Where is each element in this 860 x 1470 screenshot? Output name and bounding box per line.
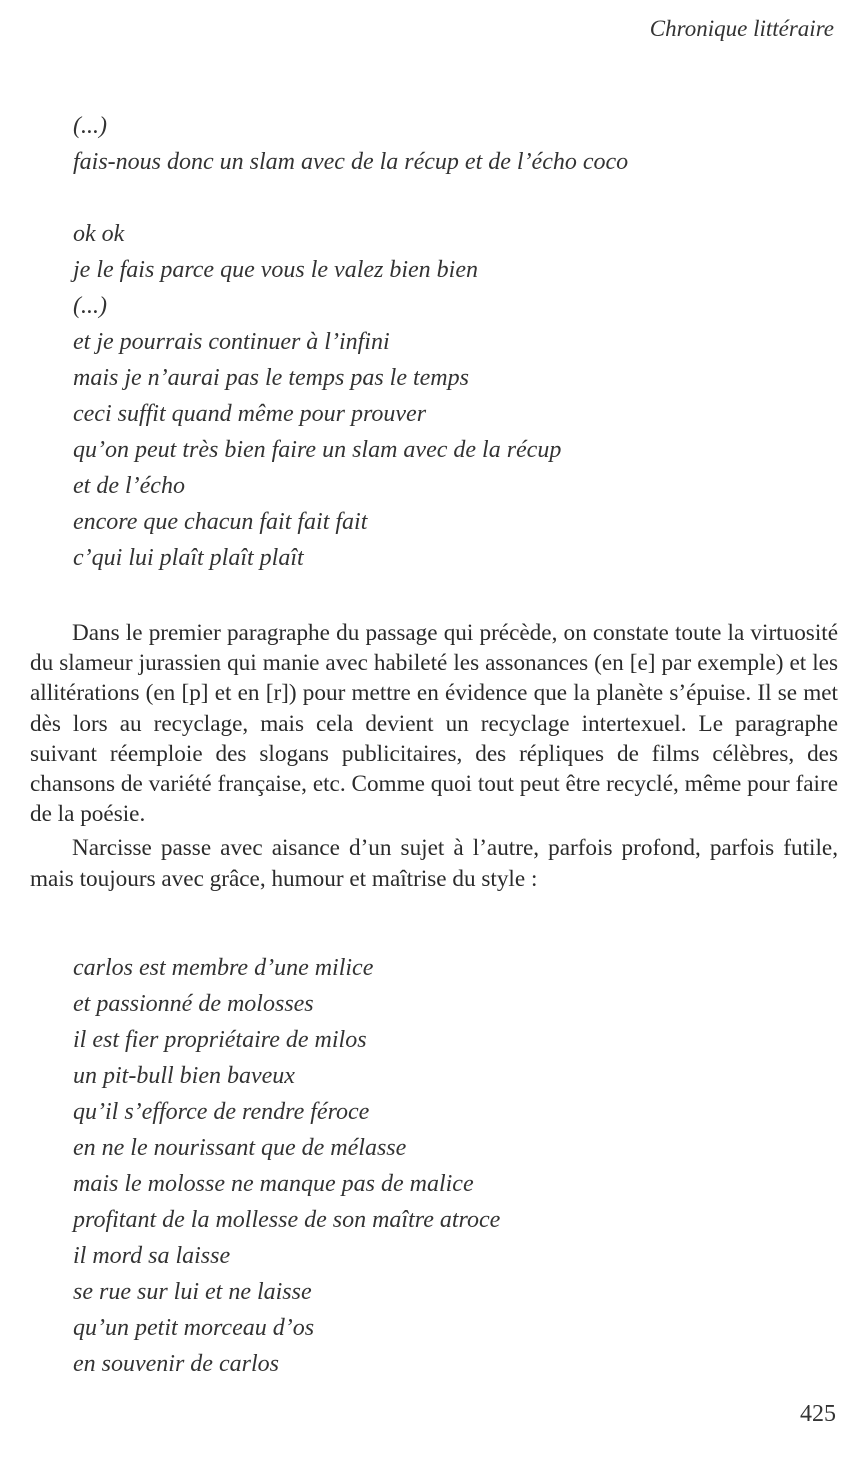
body-paragraph-1: Dans le premier paragraphe du passage qui précède, on constate toute la virtuosité du slameur jurassien qui manie avec habileté les assonances (en [e] par exemple) et les allitérations (en [p] et en [r]) pour mettre en évidence que la planète s’épuise. Il se met dès lors au recyclage, mais cela devient un recyclage intertexuel. Le paragraphe suivant réemploie des slogans publicitaires, des répliques de films célèbres, des chansons de variété française, etc. Comme quoi tout peut être recyclé, même pour faire de la poésie. xyxy=(30,620,838,828)
poem-line: c’qui lui plaît plaît plaît xyxy=(73,545,304,571)
body-paragraph-2: Narcisse passe avec aisance d’un sujet à l’autre, parfois profond, parfois futile, mais toujours avec grâce, humour et maîtrise du style : xyxy=(30,835,838,892)
poem-line: encore que chacun fait fait fait xyxy=(73,509,368,535)
poem-line: qu’un petit morceau d’os xyxy=(73,1315,315,1341)
poem-line: qu’on peut très bien faire un slam avec de la récup xyxy=(73,437,562,463)
poem-line: en souvenir de carlos xyxy=(73,1351,279,1377)
poem-line: se rue sur lui et ne laisse xyxy=(73,1279,312,1305)
poem-line: il mord sa laisse xyxy=(73,1243,231,1269)
poem-line: profitant de la mollesse de son maître atroce xyxy=(73,1207,501,1233)
poem-line: il est fier propriétaire de milos xyxy=(73,1027,367,1053)
poem-line: ok ok xyxy=(73,221,125,247)
poem-line: ceci suffit quand même pour prouver xyxy=(73,401,427,427)
poem-line: (...) xyxy=(73,113,107,139)
poem-excerpt-1 xyxy=(73,108,628,576)
running-header: Chronique littéraire xyxy=(649,16,834,41)
poem-line: je le fais parce que vous le valez bien bien xyxy=(73,257,478,283)
page-number: 425 xyxy=(800,1401,836,1427)
poem-excerpt-2 xyxy=(73,950,500,1382)
poem-line: mais je n’aurai pas le temps pas le temps xyxy=(73,365,469,391)
poem-line: carlos est membre d’une milice xyxy=(73,955,374,981)
poem-line: fais-nous donc un slam avec de la récup et de l’écho coco xyxy=(73,149,629,175)
poem-line: mais le molosse ne manque pas de malice xyxy=(73,1171,474,1197)
poem-line: qu’il s’efforce de rendre féroce xyxy=(73,1099,370,1125)
stanza-break xyxy=(73,180,628,216)
poem-line: et je pourrais continuer à l’infini xyxy=(73,329,390,355)
commentary xyxy=(30,618,838,894)
poem-line: et de l’écho xyxy=(73,473,185,499)
poem-line: un pit-bull bien baveux xyxy=(73,1063,295,1089)
poem-line: (...) xyxy=(73,293,107,319)
poem-line: et passionné de molosses xyxy=(73,991,314,1017)
poem-line: en ne le nourissant que de mélasse xyxy=(73,1135,407,1161)
